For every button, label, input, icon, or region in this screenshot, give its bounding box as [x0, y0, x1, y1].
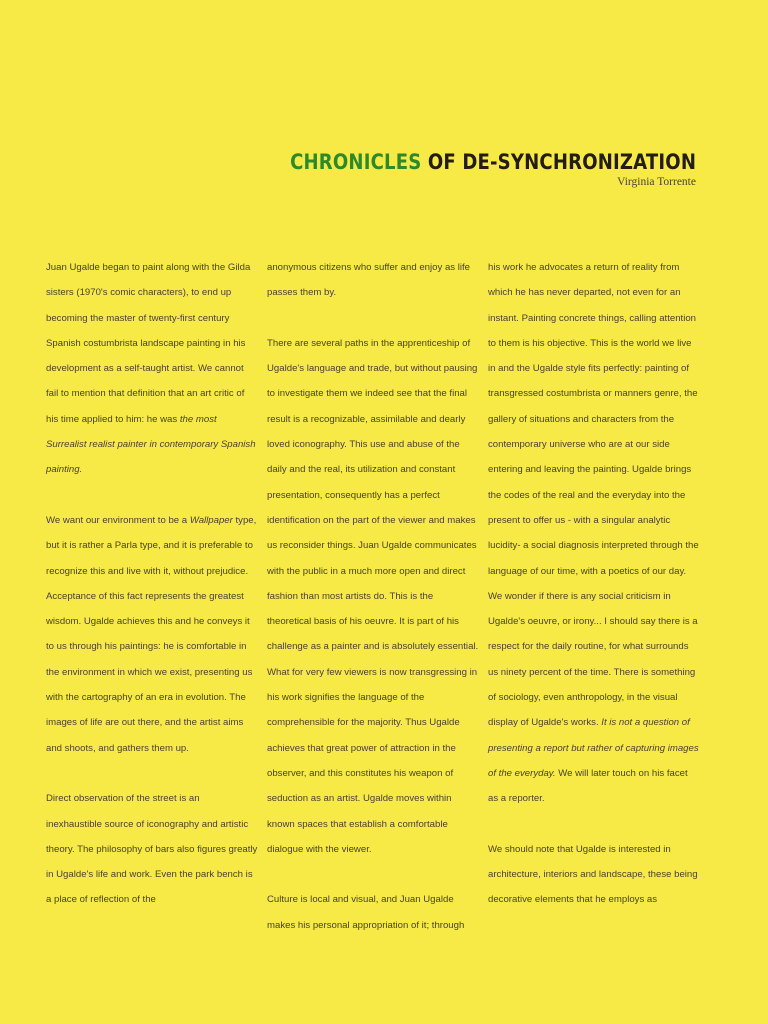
article-title [290, 150, 696, 174]
paragraph: his work he advocates a return of reality from which he has never departed, not even for an instant. Painting concrete things, calling attention to them is his objective. This is the world we live in and the Ugalde style fits perfectly: painting of transgressed costumbrista or manners genre, the gallery of situations and characters from the contemporary universe who are at our side entering and leaving the painting. Ugalde brings the codes of the real and the everyday into the present to offer us - with a singular analytic lucidity- a social diagnosis interpreted through the language of our time, with a poetics of our day. We wonder if there is any social criticism in Ugalde's oeuvre, or irony... I should say there is a respect for the daily routine, for what surrounds us ninety percent of the time. There is something of sociology, even anthropology, in the visual display of Ugalde's works. It is not a question of presenting a report but rather of capturing images of the everyday. We will later touch on his facet as a reporter. [488, 262, 699, 805]
paragraph: anonymous citizens who suffer and enjoy as life passes them by. [267, 262, 471, 299]
paragraph: Direct observation of the street is an inexhaustible source of iconography and artistic theory. The philosophy of bars also figures greatly in Ugalde's life and work. Even the park bench is a place of reflection of the [46, 793, 258, 906]
paragraph: Culture is local and visual, and Juan Ugalde makes his personal appropriation of it; through [267, 894, 465, 931]
text-column-2 [267, 255, 479, 938]
text-column-1 [46, 255, 258, 913]
text-column-3 [488, 255, 700, 913]
paragraph: There are several paths in the apprenticeship of Ugalde's language and trade, but without pausing to investigate them we indeed see that the final result is a recognizable, assimilable and dearly loved iconography. This use and abuse of the daily and the real, its utilization and constant presentation, consequently has a perfect identification on the part of the viewer and makes us reconsider things. Juan Ugalde communicates with the public in a much more open and direct fashion than most artists do. This is the theoretical basis of his oeuvre. It is part of his challenge as a painter and is absolutely essential. What for very few viewers is now transgressing in his work signifies the language of the comprehensible for the majority. Thus Ugalde achieves that great power of attraction in the observer, and this constitutes his weapon of seduction as an artist. Ugalde moves within known spaces that establish a comfortable dialogue with the viewer. [267, 337, 479, 855]
title-highlight: CHRONICLES [289, 150, 422, 174]
paragraph: We should note that Ugalde is interested in architecture, interiors and landscape, these being decorative elements that he employs as [488, 843, 698, 906]
paragraph: Juan Ugalde began to paint along with the Gilda sisters (1970's comic characters), to end up becoming the master of twenty-first century Spanish costumbrista landscape painting in his development as a self-taught artist. We cannot fail to mention that definition that an art critic of his time applied to him: he was the most Surrealist realist painter in contemporary Spanish painting. [46, 262, 256, 476]
paragraph: We want our environment to be a Wallpaper type, but it is rather a Parla type, and it is preferable to recognize this and live with it, without prejudice. Acceptance of this fact represents the greatest wisdom. Ugalde achieves this and he conveys it to us through his paintings: he is comfortable in the environment in which we exist, presenting us with the cartography of an era in evolution. The images of life are out there, and the artist aims and shoots, and gathers them up. [46, 514, 257, 754]
author-name: Virginia Torrente [617, 176, 696, 188]
title-rest: OF DE-SYNCHRONIZATION [421, 150, 696, 174]
article-header [224, 150, 696, 188]
